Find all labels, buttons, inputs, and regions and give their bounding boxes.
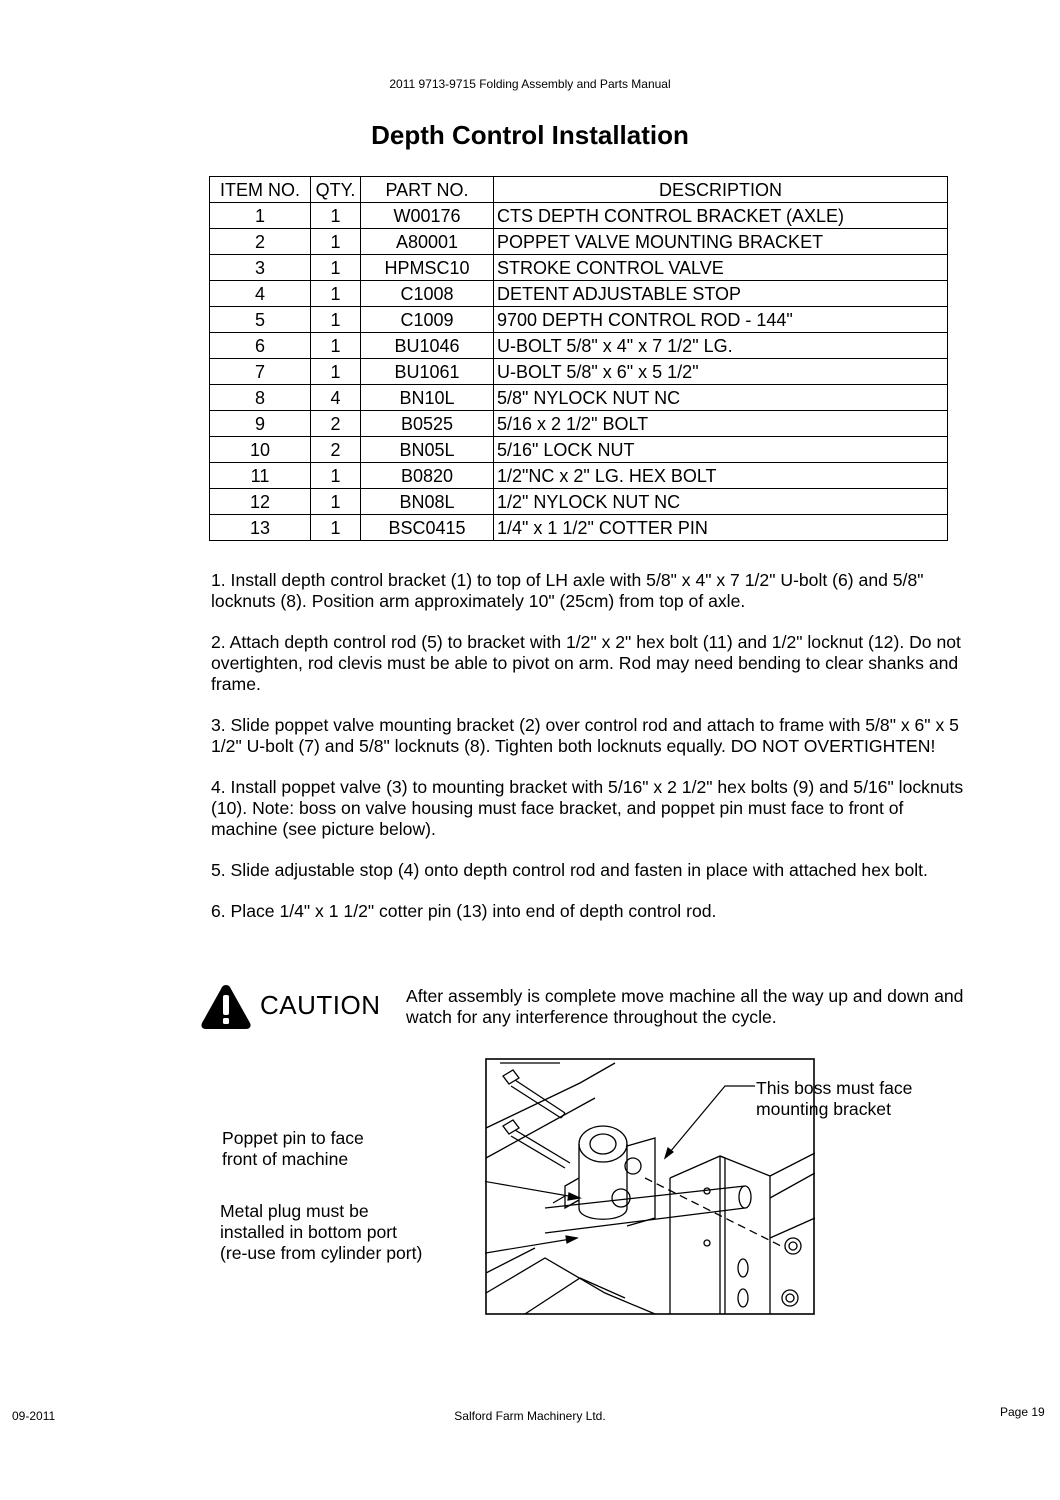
header-qty: QTY.	[311, 177, 361, 203]
cell-part-no: BSC0415	[361, 515, 494, 541]
step-2: 2. Attach depth control rod (5) to bracket with 1/2" x 2" hex bolt (11) and 1/2" locknut (12). Do not overtighten, rod clevis must be able to pivot on arm. Rod may need bending to clear shanks and frame.	[211, 632, 961, 694]
cell-description: U-BOLT 5/8" x 4" x 7 1/2" LG.	[494, 333, 948, 359]
cell-description: 5/8" NYLOCK NUT NC	[494, 385, 948, 411]
page-title: Depth Control Installation	[371, 120, 689, 150]
cell-part-no: C1009	[361, 307, 494, 333]
cell-item-no: 4	[210, 281, 311, 307]
cell-qty: 1	[311, 229, 361, 255]
header-item-no: ITEM NO.	[210, 177, 311, 203]
cell-qty: 4	[311, 385, 361, 411]
metal-plug-callout-line-1: Metal plug must be	[220, 1201, 369, 1221]
cell-item-no: 9	[210, 411, 311, 437]
caution-label: CAUTION	[260, 990, 381, 1020]
caution-text: After assembly is complete move machine all the way up and down and watch for any interference throughout the cycle.	[406, 986, 964, 1027]
page-header: 2011 9713-9715 Folding Assembly and Parts Manual	[389, 77, 671, 91]
cell-qty: 2	[311, 411, 361, 437]
cell-item-no: 5	[210, 307, 311, 333]
cell-part-no: BU1061	[361, 359, 494, 385]
step-6: 6. Place 1/4" x 1 1/2" cotter pin (13) into end of depth control rod.	[211, 901, 717, 921]
cell-item-no: 1	[210, 203, 311, 229]
cell-item-no: 6	[210, 333, 311, 359]
instruction-steps	[211, 570, 971, 942]
cell-item-no: 8	[210, 385, 311, 411]
cell-description: DETENT ADJUSTABLE STOP	[494, 281, 948, 307]
table-row	[210, 359, 948, 385]
table-row	[210, 333, 948, 359]
cell-qty: 1	[311, 203, 361, 229]
cell-item-no: 12	[210, 489, 311, 515]
table-row	[210, 515, 948, 541]
cell-description: 1/4" x 1 1/2" COTTER PIN	[494, 515, 948, 541]
cell-qty: 1	[311, 333, 361, 359]
cell-part-no: BU1046	[361, 333, 494, 359]
poppet-pin-callout-line-1: Poppet pin to face	[222, 1128, 364, 1148]
step-4: 4. Install poppet valve (3) to mounting bracket with 5/16" x 2 1/2" hex bolts (9) and 5/16" locknuts (10). Note: boss on valve housing must face bracket, and poppet pin must face to front of machine (see picture below).	[211, 777, 964, 839]
table-row	[210, 255, 948, 281]
boss-callout-line-1: This boss must face	[756, 1078, 913, 1098]
poppet-pin-callout	[222, 1128, 364, 1170]
parts-table-body	[210, 203, 948, 541]
step-1: 1. Install depth control bracket (1) to top of LH axle with 5/8" x 4" x 7 1/2" U-bolt (6) and 5/8" locknuts (8). Position arm approximately 10" (25cm) from top of axle.	[211, 570, 924, 611]
cell-item-no: 13	[210, 515, 311, 541]
cell-part-no: BN08L	[361, 489, 494, 515]
poppet-pin-callout-line-2: front of machine	[222, 1149, 349, 1169]
cell-item-no: 10	[210, 437, 311, 463]
header-part-no: PART NO.	[361, 177, 494, 203]
footer-company: Salford Farm Machinery Ltd.	[454, 1409, 606, 1423]
cell-description: CTS DEPTH CONTROL BRACKET (AXLE)	[494, 203, 948, 229]
table-header-row	[210, 177, 948, 203]
boss-callout	[756, 1078, 912, 1120]
cell-description: 5/16 x 2 1/2" BOLT	[494, 411, 948, 437]
metal-plug-callout-line-3: (re-use from cylinder port)	[220, 1243, 423, 1263]
cell-part-no: B0525	[361, 411, 494, 437]
table-row	[210, 463, 948, 489]
cell-description: 1/2"NC x 2" LG. HEX BOLT	[494, 463, 948, 489]
cell-part-no: HPMSC10	[361, 255, 494, 281]
table-row	[210, 411, 948, 437]
metal-plug-callout-line-2: installed in bottom port	[220, 1222, 398, 1242]
table-row	[210, 489, 948, 515]
boss-callout-line-2: mounting bracket	[756, 1099, 891, 1119]
cell-description: U-BOLT 5/8" x 6" x 5 1/2"	[494, 359, 948, 385]
cell-description: 5/16" LOCK NUT	[494, 437, 948, 463]
warning-icon	[200, 983, 252, 1031]
cell-item-no: 2	[210, 229, 311, 255]
table-row	[210, 229, 948, 255]
page-number: Page 19	[1000, 1405, 1045, 1419]
cell-qty: 2	[311, 437, 361, 463]
cell-description: STROKE CONTROL VALVE	[494, 255, 948, 281]
header-description: DESCRIPTION	[494, 177, 948, 203]
cell-qty: 1	[311, 281, 361, 307]
metal-plug-callout	[220, 1201, 422, 1264]
table-row	[210, 307, 948, 333]
cell-item-no: 7	[210, 359, 311, 385]
cell-qty: 1	[311, 255, 361, 281]
cell-description: 9700 DEPTH CONTROL ROD - 144"	[494, 307, 948, 333]
cell-qty: 1	[311, 515, 361, 541]
cell-part-no: A80001	[361, 229, 494, 255]
cell-part-no: B0820	[361, 463, 494, 489]
cell-description: 1/2" NYLOCK NUT NC	[494, 489, 948, 515]
table-row	[210, 437, 948, 463]
step-5: 5. Slide adjustable stop (4) onto depth control rod and fasten in place with attached hex bolt.	[211, 860, 928, 880]
step-3: 3. Slide poppet valve mounting bracket (2) over control rod and attach to frame with 5/8" x 6" x 5 1/2" U-bolt (7) and 5/8" locknuts (8). Tighten both locknuts equally. DO NOT OVERTIGHTEN!	[211, 715, 959, 756]
footer-date: 09-2011	[12, 1409, 56, 1423]
cell-qty: 1	[311, 489, 361, 515]
cell-qty: 1	[311, 307, 361, 333]
cell-qty: 1	[311, 359, 361, 385]
table-row	[210, 281, 948, 307]
cell-qty: 1	[311, 463, 361, 489]
cell-item-no: 11	[210, 463, 311, 489]
cell-description: POPPET VALVE MOUNTING BRACKET	[494, 229, 948, 255]
cell-item-no: 3	[210, 255, 311, 281]
cell-part-no: BN10L	[361, 385, 494, 411]
table-row	[210, 203, 948, 229]
cell-part-no: C1008	[361, 281, 494, 307]
cell-part-no: W00176	[361, 203, 494, 229]
cell-part-no: BN05L	[361, 437, 494, 463]
parts-table	[209, 176, 948, 541]
table-row	[210, 385, 948, 411]
